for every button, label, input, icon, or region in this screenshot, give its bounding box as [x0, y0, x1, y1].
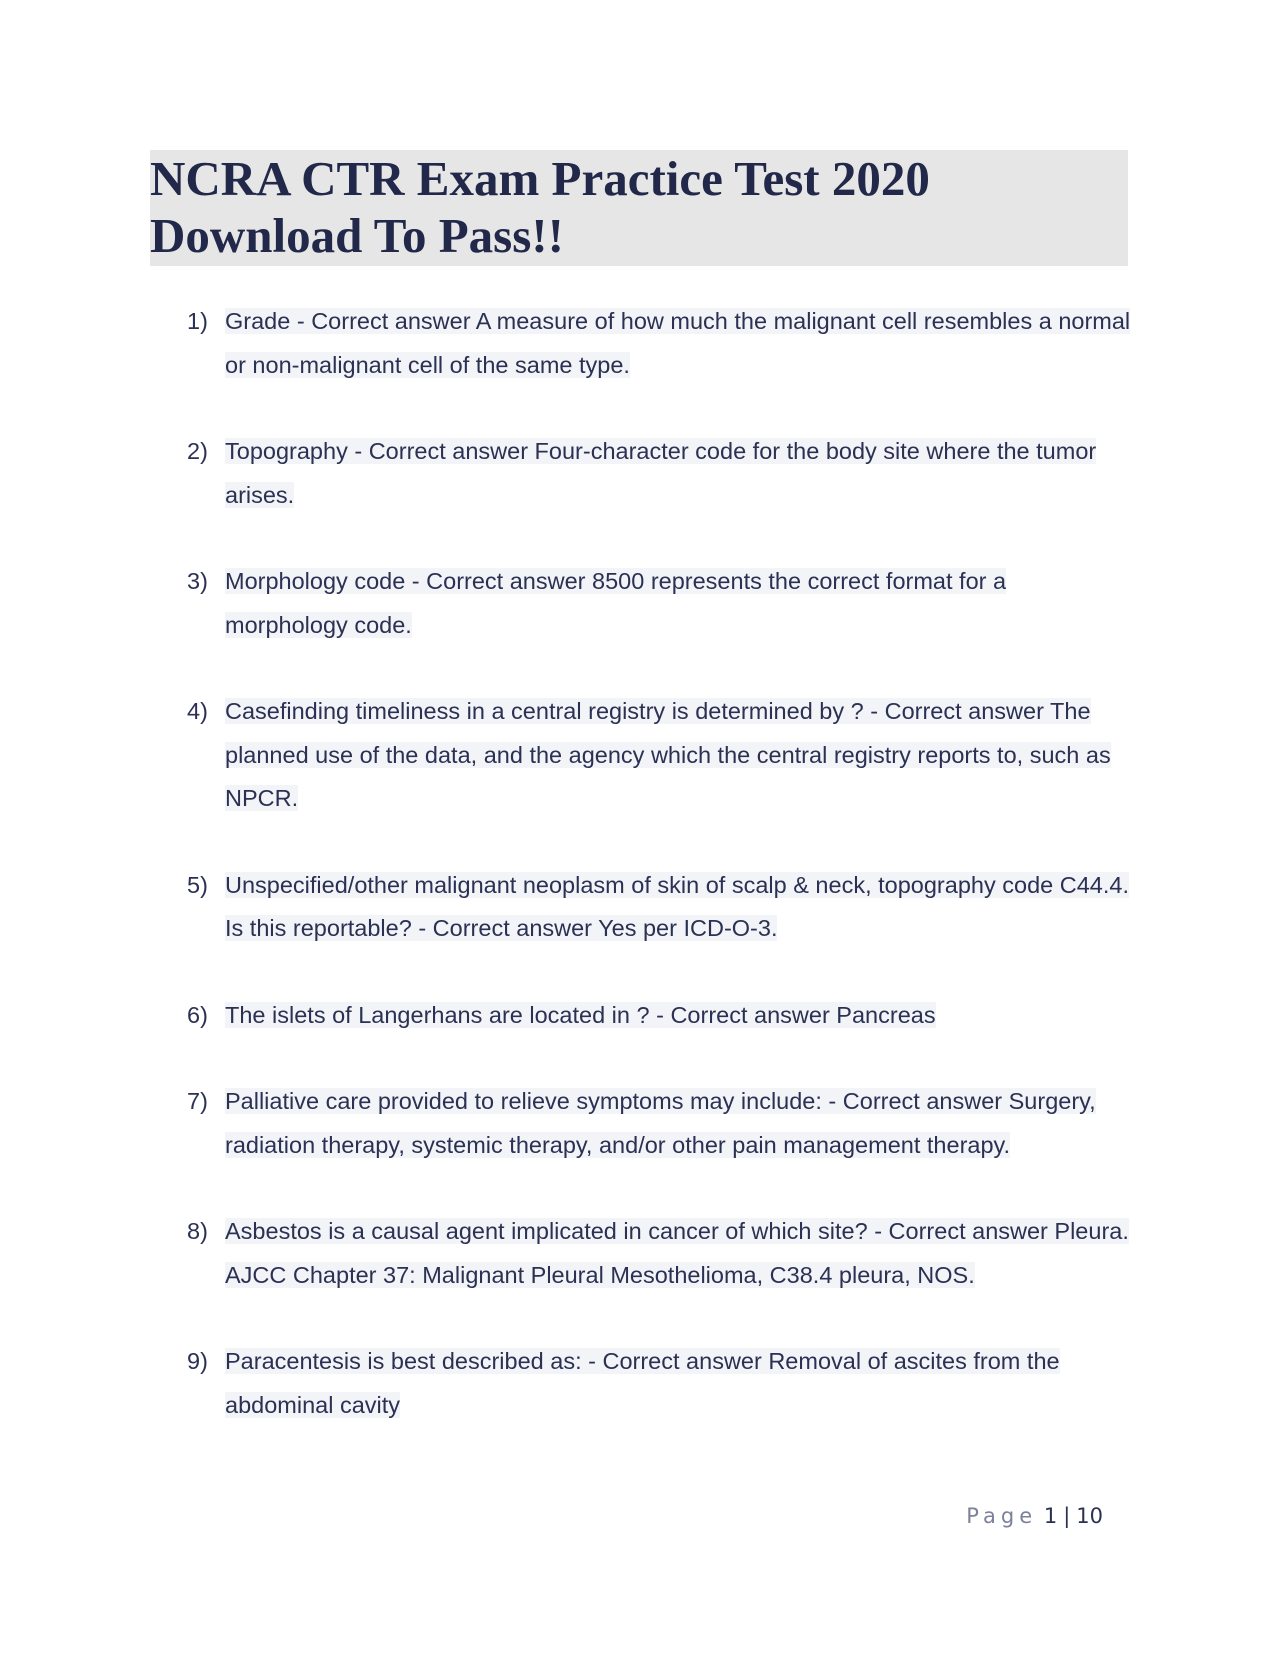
- current-page-number: 1: [1043, 1504, 1058, 1528]
- item-text: Palliative care provided to relieve symptoms may include: - Correct answer Surgery, radiation therapy, systemic therapy, and/or other pain management therapy.: [225, 1088, 1096, 1158]
- list-item: [187, 430, 1132, 517]
- item-number: 6): [187, 1001, 208, 1028]
- total-pages: 10: [1076, 1504, 1103, 1528]
- item-text: Morphology code - Correct answer 8500 represents the correct format for a morphology code.: [225, 568, 1007, 638]
- item-number: 7): [187, 1088, 208, 1114]
- item-number: 5): [187, 871, 208, 898]
- page-label: Page: [966, 1504, 1038, 1528]
- item-number: 3): [187, 568, 208, 594]
- list-item: [187, 1210, 1132, 1297]
- item-number: 9): [187, 1348, 208, 1374]
- list-item: [187, 1080, 1132, 1167]
- list-item: [187, 864, 1132, 951]
- item-number: 4): [187, 698, 208, 724]
- title-line-1: NCRA CTR Exam Practice Test 2020: [150, 151, 930, 206]
- item-number: 8): [187, 1218, 208, 1244]
- list-item: [187, 1340, 1132, 1427]
- item-text: Topography - Correct answer Four-character code for the body site where the tumor arises.: [225, 438, 1097, 508]
- title-line-2: Download To Pass!!: [150, 208, 564, 263]
- item-text: Asbestos is a causal agent implicated in cancer of which site? - Correct answer Pleura. AJCC Chapter 37: Malignant Pleural Mesothelioma, C38.4 pleura, NOS.: [225, 1218, 1129, 1288]
- page-separator: |: [1063, 1504, 1071, 1528]
- item-text: Grade - Correct answer A measure of how much the malignant cell resembles a normal or non-malignant cell of the same type.: [225, 308, 1131, 378]
- item-text: The islets of Langerhans are located in ? - Correct answer Pancreas: [225, 1001, 936, 1028]
- item-text: Casefinding timeliness in a central registry is determined by ? - Correct answer The planned use of the data, and the agency which the central registry reports to, such as NPCR.: [225, 698, 1111, 811]
- list-item: [187, 560, 1132, 647]
- item-number: 2): [187, 438, 208, 464]
- list-item: [187, 994, 1132, 1038]
- list-item: [187, 690, 1132, 821]
- item-number: 1): [187, 308, 208, 334]
- document-title: [150, 150, 1128, 266]
- question-list: [187, 300, 1132, 1470]
- item-text: Unspecified/other malignant neoplasm of skin of scalp & neck, topography code C44.4. Is this reportable? - Correct answer Yes per ICD-O-3.: [225, 871, 1129, 941]
- page-footer: [966, 1504, 1103, 1528]
- item-text: Paracentesis is best described as: - Correct answer Removal of ascites from the abdominal cavity: [225, 1348, 1060, 1418]
- list-item: [187, 300, 1132, 387]
